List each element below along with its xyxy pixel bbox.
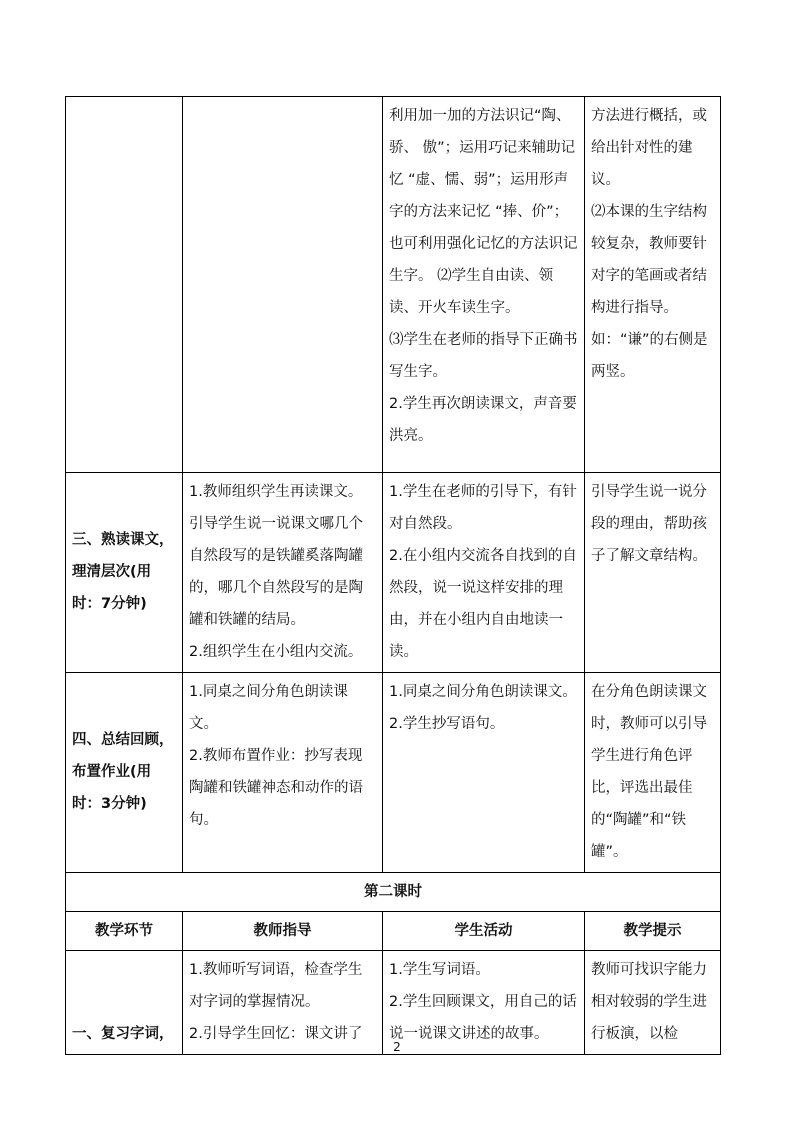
cell-paragraph: 1.学生在老师的引导下，有针对自然段。 (389, 484, 577, 532)
student-activity-cell (383, 951, 585, 1055)
student-activity-cell (383, 673, 585, 873)
table-row (66, 951, 721, 1055)
cell-paragraph: 1.教师听写词语，检查学生对字词的掌握情况。 (189, 962, 363, 1010)
page-number: 2 (393, 1040, 401, 1054)
teaching-tip-cell (585, 951, 721, 1055)
cell-paragraph: 2.学生再次朗读课文，声音要洪亮。 (389, 396, 577, 444)
cell-paragraph: 引导学生说一说分段的理由，帮助孩子了解文章结构。 (591, 484, 707, 564)
cell-paragraph: 2.引导学生回忆：课文讲了 (189, 1026, 363, 1042)
column-header: 教学提示 (585, 912, 721, 951)
stage-cell: 一、复习字词， (66, 951, 183, 1055)
table-row (66, 673, 721, 873)
teaching-tip-cell (585, 473, 721, 673)
cell-paragraph: 利用加一加的方法识记“陶、骄、 傲”；运用巧记来辅助记忆 “虚、懦、弱”；运用形声字的方法来记忆 “捧、价”；也可利用强化记忆的方法识记生字。 ⑵学生自由读、领读、开火车读生字。 (389, 108, 578, 316)
header-row (66, 912, 721, 951)
table-row (66, 473, 721, 673)
column-header: 教学环节 (66, 912, 183, 951)
table-row (66, 97, 721, 473)
cell-paragraph: 2.学生抄写语句。 (389, 716, 505, 732)
cell-paragraph: 1.同桌之间分角色朗读课文。 (189, 684, 348, 732)
cell-paragraph: 教师可找识字能力相对较弱的学生进行板演，以检 (591, 962, 707, 1042)
cell-paragraph: 2.在小组内交流各自找到的自然段，说一说这样安排的理由，并在小组内自由地读一读。 (389, 548, 577, 660)
cell-paragraph: 1.学生写词语。 (389, 962, 490, 978)
cell-paragraph: 在分角色朗读课文时，教师可以引导学生进行角色评比，评选出最佳的“陶罐”和“铁罐”。 (591, 684, 707, 860)
column-header: 教师指导 (183, 912, 383, 951)
teacher-guidance-cell (183, 951, 383, 1055)
section-title: 第二课时 (66, 873, 721, 912)
column-header: 学生活动 (383, 912, 585, 951)
cell-paragraph: ⑵本课的生字结构较复杂，教师要针对字的笔画或者结构进行指导。如：“谦”的右侧是两竖。 (591, 204, 708, 380)
cell-paragraph: 2.学生回顾课文，用自己的话说一说课文讲述的故事。 (389, 994, 577, 1042)
section-title-row (66, 873, 721, 912)
cell-paragraph: ⑶学生在老师的指导下正确书写生字。 (389, 332, 578, 380)
student-activity-cell (383, 473, 585, 673)
teaching-tip-cell (585, 673, 721, 873)
stage-cell: 四、总结回顾，布置作业(用时：3分钟) (66, 673, 183, 873)
teacher-guidance-cell (183, 673, 383, 873)
teaching-tip-cell (585, 97, 721, 473)
cell-paragraph: 1.教师组织学生再读课文。引导学生说一说课文哪几个自然段写的是铁罐奚落陶罐的，哪几个自然段写的是陶罐和铁罐的结局。 (189, 484, 363, 628)
cell-paragraph: 2.教师布置作业：抄写表现陶罐和铁罐神态和动作的语句。 (189, 748, 363, 828)
stage-cell: 三、熟读课文，理清层次(用时：7分钟) (66, 473, 183, 673)
cell-paragraph: 1.同桌之间分角色朗读课文。 (389, 684, 577, 700)
cell-paragraph: 方法进行概括，或给出针对性的建议。 (591, 108, 707, 188)
teacher-guidance-cell (183, 97, 383, 473)
cell-paragraph: 2.组织学生在小组内交流。 (189, 644, 363, 660)
teacher-guidance-cell (183, 473, 383, 673)
lesson-plan-table (65, 96, 721, 1055)
student-activity-cell (383, 97, 585, 473)
stage-cell (66, 97, 183, 473)
